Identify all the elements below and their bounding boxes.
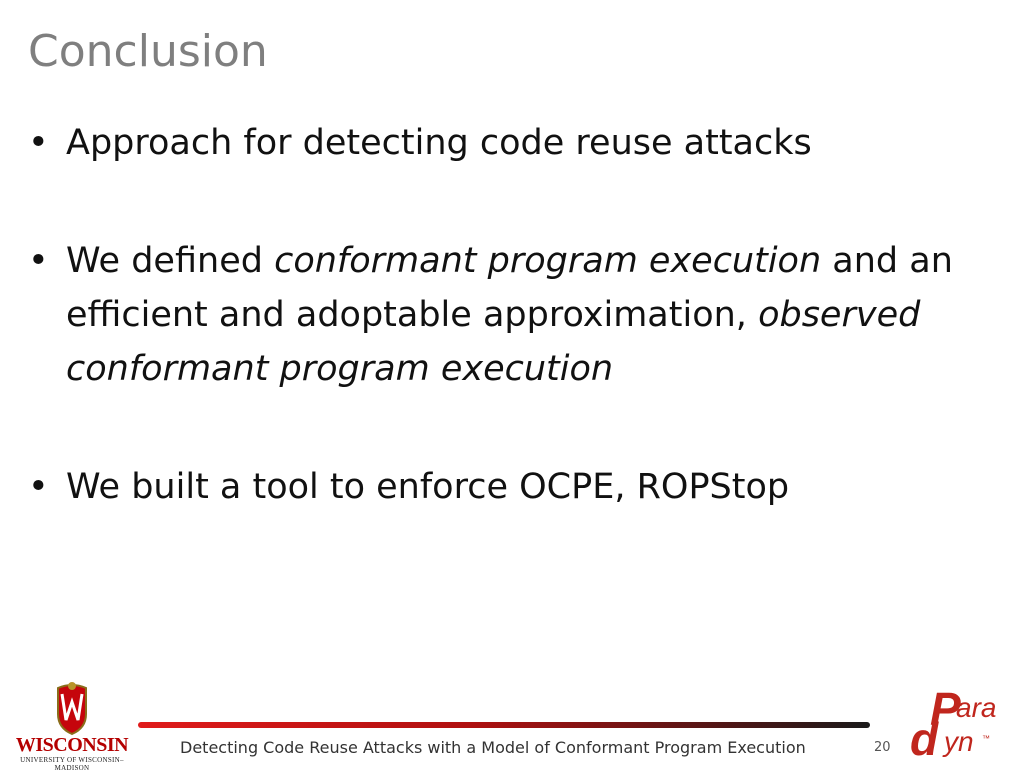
- university-wordmark: WISCONSIN: [15, 734, 129, 756]
- paradyn-letter: ara: [956, 692, 997, 723]
- bullet-list: [28, 116, 988, 578]
- bullet-text: and an efficient and adoptable approximation,: [66, 241, 953, 335]
- bullet-text: We built a tool to enforce OCPE, ROPStop: [66, 467, 790, 507]
- bullet-item: [28, 234, 988, 396]
- uw-logo: [8, 680, 136, 772]
- footer-text: Detecting Code Reuse Attacks with a Model of Conformant Program Execution: [180, 738, 806, 757]
- paradyn-logo: [904, 683, 1020, 765]
- bullet-emphasis: conformant program execution: [274, 241, 822, 281]
- paradyn-letter: P: [930, 683, 961, 735]
- trademark-mark: ™: [982, 734, 990, 743]
- bullet-item: [28, 116, 988, 170]
- bullet-text: Approach for detecting code reuse attacks: [66, 123, 812, 163]
- bullet-emphasis: observed conformant program execution: [66, 295, 921, 389]
- paradyn-letter: yn: [944, 726, 974, 757]
- university-subtitle: UNIVERSITY OF WISCONSIN–MADISON: [20, 756, 124, 772]
- footer-divider: [138, 722, 870, 728]
- uw-crest-icon: [8, 680, 136, 736]
- paradyn-letter: d: [910, 713, 939, 765]
- bullet-item: [28, 460, 988, 514]
- bullet-text: We defined: [66, 241, 275, 281]
- slide-title: Conclusion: [28, 26, 268, 77]
- page-number: 20: [874, 740, 891, 755]
